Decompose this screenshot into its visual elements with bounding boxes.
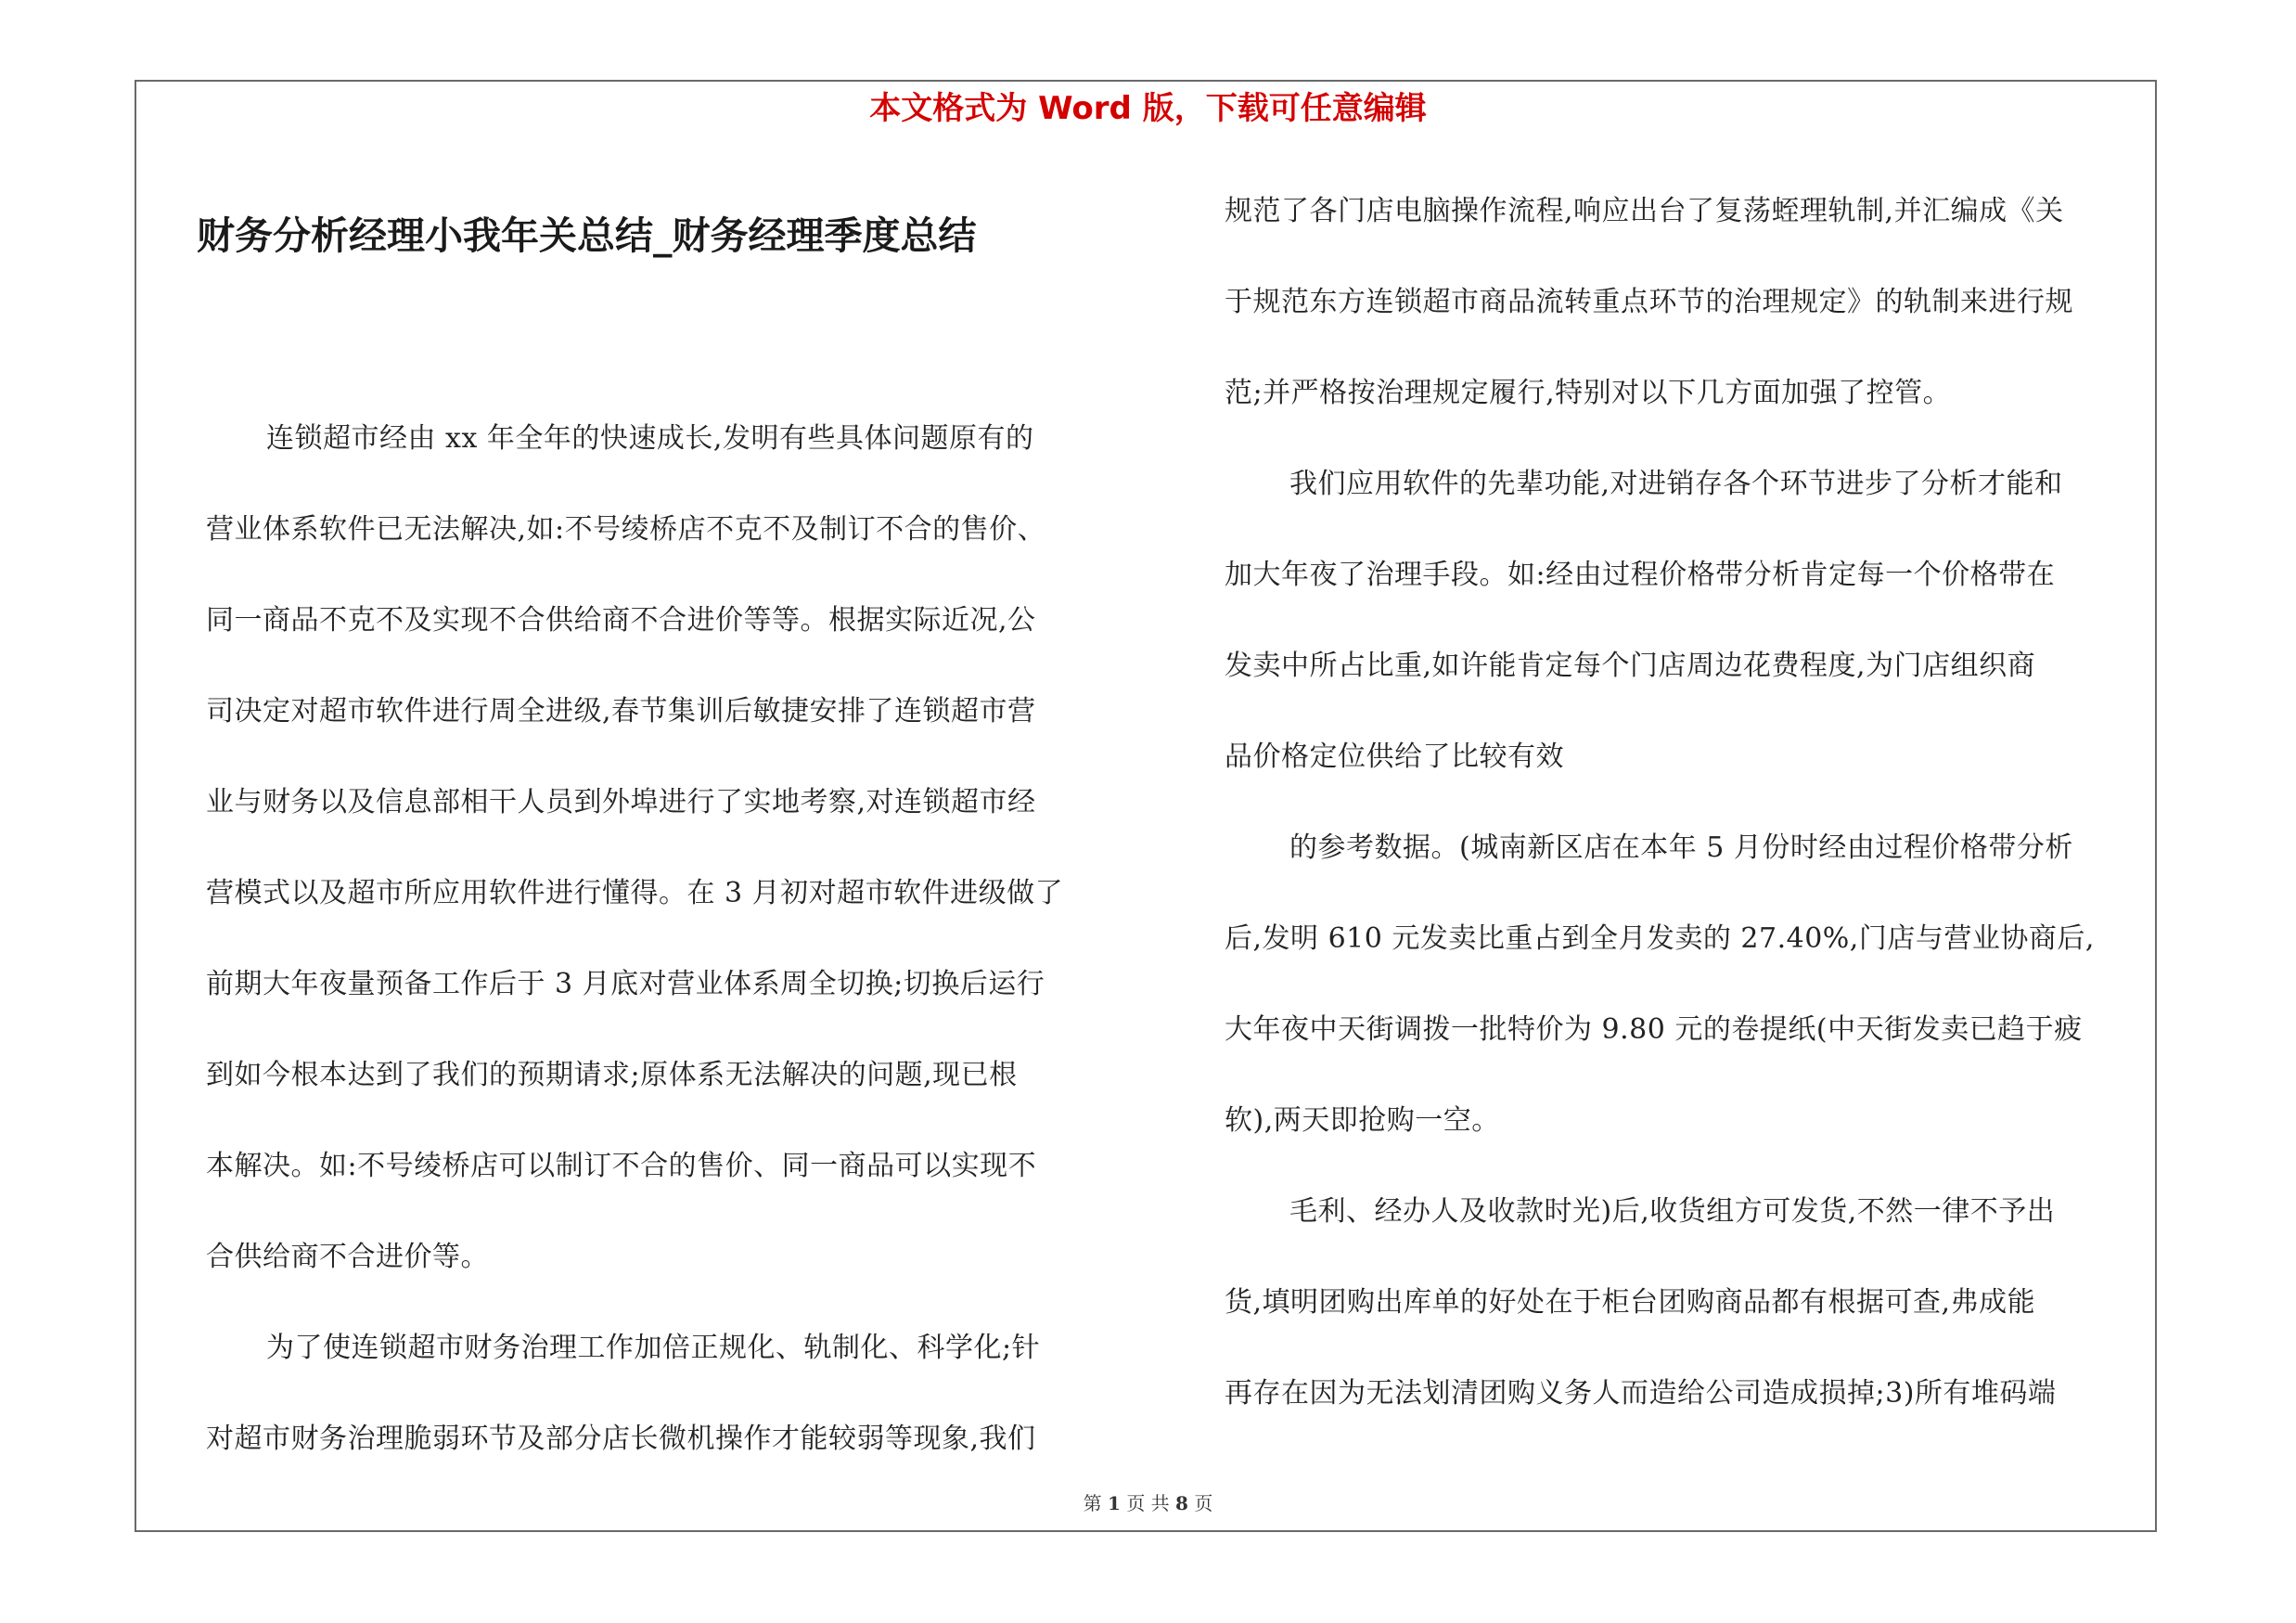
paragraph-line: 合供给商不合进价等。	[206, 1241, 489, 1273]
paragraph-line: 加大年夜了治理手段。如:经由过程价格带分析肯定每一个价格带在	[1225, 559, 2056, 591]
paragraph-line: 我们应用软件的先辈功能,对进销存各个环节进步了分析才能和	[1289, 468, 2063, 500]
footer-current-page: 1	[1108, 1492, 1121, 1514]
paragraph-line: 品价格定位供给了比较有效	[1225, 741, 1564, 773]
paragraph-line: 连锁超市经由 xx 年全年的快速成长,发明有些具体问题原有的	[266, 422, 1034, 455]
paragraph-line: 于规范东方连锁超市商品流转重点环节的治理规定》的轨制来进行规	[1225, 286, 2073, 318]
paragraph-line: 对超市财务治理脆弱环节及部分店长微机操作才能较弱等现象,我们	[206, 1423, 1036, 1455]
page-footer	[0, 1490, 2296, 1516]
paragraph-line: 本解决。如:不号绫桥店可以制订不合的售价、同一商品可以实现不	[206, 1150, 1037, 1182]
paragraph-line: 大年夜中天街调拨一批特价为 9.80 元的卷提纸(中天街发卖已趋于疲	[1225, 1013, 2083, 1046]
paragraph-line: 再存在因为无法划清团购义务人而造给公司造成损掉;3)所有堆码端	[1225, 1377, 2057, 1410]
paragraph-line: 司决定对超市软件进行周全进级,春节集训后敏捷安排了连锁超市营	[206, 695, 1036, 728]
paragraph-line: 业与财务以及信息部相干人员到外埠进行了实地考察,对连锁超市经	[206, 786, 1036, 818]
paragraph-line: 前期大年夜量预备工作后于 3 月底对营业体系周全切换;切换后运行	[206, 968, 1045, 1000]
paragraph-line: 软),两天即抢购一空。	[1225, 1104, 1500, 1137]
paragraph-line: 后,发明 610 元发卖比重占到全月发卖的 27.40%,门店与营业协商后,	[1225, 922, 2095, 955]
footer-middle: 页 共	[1126, 1492, 1170, 1514]
paragraph-line: 发卖中所占比重,如许能肯定每个门店周边花费程度,为门店组织商	[1225, 650, 2036, 682]
footer-prefix: 第	[1083, 1492, 1102, 1514]
paragraph-line: 货,填明团购出库单的好处在于柜台团购商品都有根据可查,弗成能	[1225, 1286, 2036, 1319]
paragraph-line: 范;并严格按治理规定履行,特别对以下几方面加强了控管。	[1225, 377, 1952, 409]
paragraph-line: 为了使连锁超市财务治理工作加倍正规化、轨制化、科学化;针	[266, 1332, 1041, 1364]
paragraph-line: 的参考数据。(城南新区店在本年 5 月份时经由过程价格带分析	[1289, 831, 2073, 864]
paragraph-line: 毛利、经办人及收款时光)后,收货组方可发货,不然一律不予出	[1289, 1195, 2056, 1228]
paragraph-line: 营业体系软件已无法解决,如:不号绫桥店不克不及制订不合的售价、	[206, 513, 1046, 546]
document-title: 财务分析经理小我年关总结_财务经理季度总结	[197, 213, 977, 258]
paragraph-line: 同一商品不克不及实现不合供给商不合进价等等。根据实际近况,公	[206, 604, 1036, 637]
paragraph-line: 到如今根本达到了我们的预期请求;原体系无法解决的问题,现已根	[206, 1059, 1018, 1091]
footer-total-pages: 8	[1175, 1492, 1188, 1514]
header-note: 本文格式为 Word 版，下载可任意编辑	[869, 90, 1427, 127]
paragraph-line: 规范了各门店电脑操作流程,响应出台了复荡蛭理轨制,并汇编成《关	[1225, 195, 2064, 227]
footer-suffix: 页	[1194, 1492, 1213, 1514]
paragraph-line: 营模式以及超市所应用软件进行懂得。在 3 月初对超市软件进级做了	[206, 877, 1064, 909]
